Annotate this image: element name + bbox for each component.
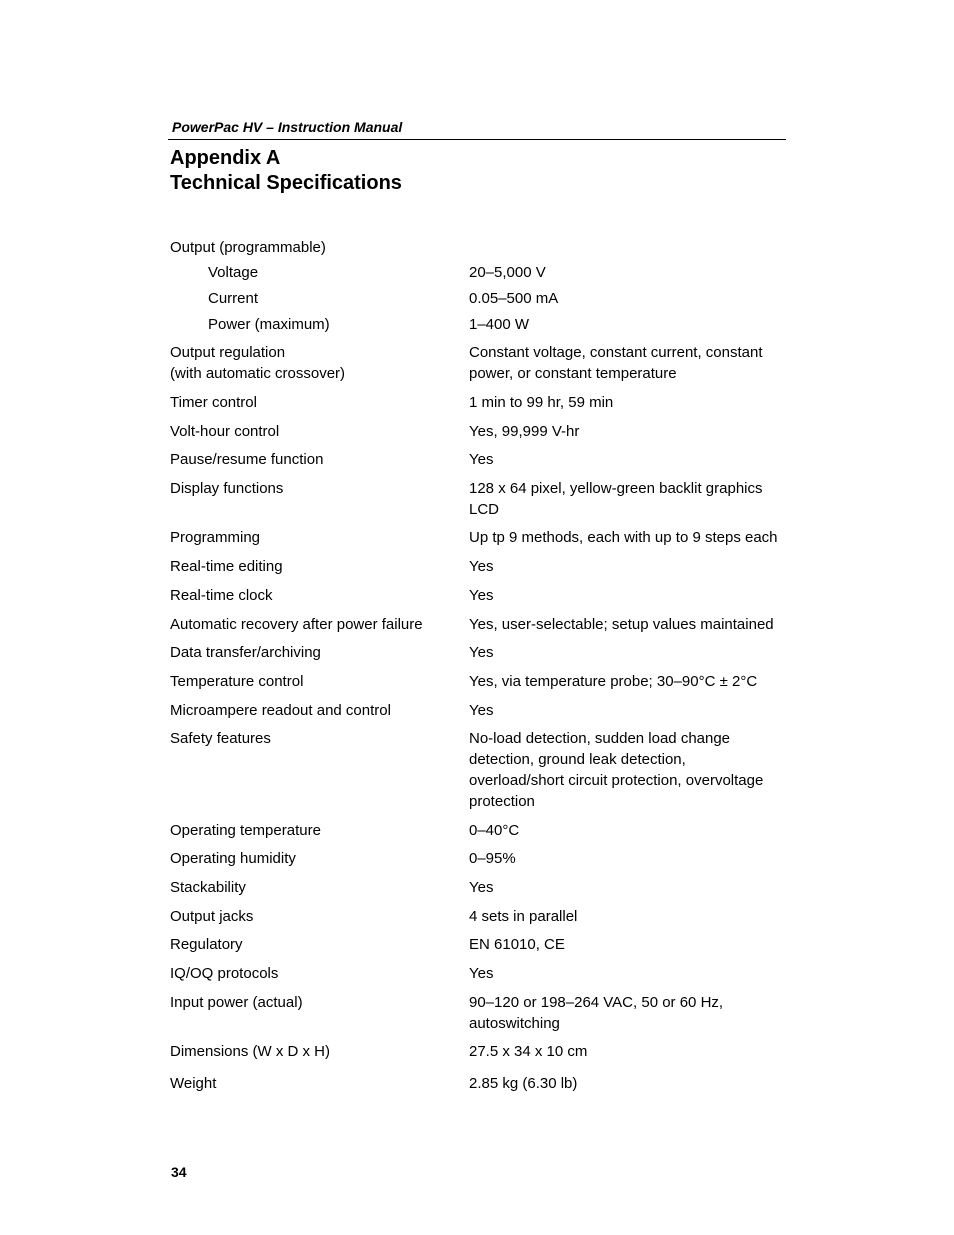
spec-label-rt-clock: Real-time clock [170, 587, 273, 604]
spec-label-voltage: Voltage [208, 264, 259, 281]
spec-value-volthour: Yes, 99,999 V-hr [469, 423, 580, 440]
spec-value-dimensions: 27.5 x 34 x 10 cm [469, 1043, 588, 1060]
spec-value-safety-line3: overload/short circuit protection, overvoltage [469, 772, 764, 789]
spec-value-regulation-line1: Constant voltage, constant current, constant [469, 344, 763, 361]
spec-label-power: Power (maximum) [208, 316, 330, 333]
spec-label-current: Current [208, 290, 259, 307]
spec-value-programming: Up tp 9 methods, each with up to 9 steps each [469, 529, 778, 546]
spec-value-rt-clock: Yes [469, 587, 494, 604]
spec-label-input-power: Input power (actual) [170, 994, 303, 1011]
spec-value-jacks: 4 sets in parallel [469, 908, 578, 925]
spec-value-safety-line1: No-load detection, sudden load change [469, 730, 731, 747]
spec-value-display-line2: LCD [469, 501, 500, 518]
spec-label-iqoq: IQ/OQ protocols [170, 965, 279, 982]
spec-label-safety: Safety features [170, 730, 271, 747]
spec-value-stackability: Yes [469, 879, 494, 896]
spec-value-input-power-line1: 90–120 or 198–264 VAC, 50 or 60 Hz, [469, 994, 724, 1011]
spec-label-op-temp: Operating temperature [170, 822, 321, 839]
spec-label-pause: Pause/resume function [170, 451, 324, 468]
spec-value-weight: 2.85 kg (6.30 lb) [469, 1075, 578, 1092]
spec-value-display-line1: 128 x 64 pixel, yellow-green backlit graphics [469, 480, 763, 497]
spec-label-data-transfer: Data transfer/archiving [170, 644, 321, 661]
spec-value-current: 0.05–500 mA [469, 290, 559, 307]
spec-value-regulation-line2: power, or constant temperature [469, 365, 677, 382]
spec-value-safety-line4: protection [469, 793, 535, 810]
spec-label-weight: Weight [170, 1075, 217, 1092]
spec-label-programming: Programming [170, 529, 261, 546]
spec-label-regulatory: Regulatory [170, 936, 243, 953]
spec-value-power: 1–400 W [469, 316, 530, 333]
spec-value-data-transfer: Yes [469, 644, 494, 661]
spec-value-op-temp: 0–40°C [469, 822, 520, 839]
spec-label-volthour: Volt-hour control [170, 423, 280, 440]
spec-label-timer: Timer control [170, 394, 257, 411]
spec-value-pause: Yes [469, 451, 494, 468]
spec-value-safety-line2: detection, ground leak detection, [469, 751, 686, 768]
spec-label-regulation-note: (with automatic crossover) [170, 365, 346, 382]
spec-label-jacks: Output jacks [170, 908, 254, 925]
header-rule [168, 139, 786, 140]
spec-label-recovery: Automatic recovery after power failure [170, 616, 423, 633]
title-line-specifications: Technical Specifications [170, 172, 402, 194]
spec-label-stackability: Stackability [170, 879, 246, 896]
spec-label-regulation: Output regulation [170, 344, 286, 361]
spec-value-op-humidity: 0–95% [469, 850, 516, 867]
running-header: PowerPac HV – Instruction Manual [172, 119, 403, 135]
spec-label-temp-control: Temperature control [170, 673, 304, 690]
spec-value-input-power-line2: autoswitching [469, 1015, 560, 1032]
spec-label-display: Display functions [170, 480, 284, 497]
title-line-appendix: Appendix A [170, 147, 281, 169]
page-number: 34 [171, 1164, 187, 1180]
spec-value-recovery: Yes, user-selectable; setup values maintained [469, 616, 774, 633]
spec-value-microampere: Yes [469, 702, 494, 719]
page-title [170, 146, 402, 196]
spec-group-output: Output (programmable) [170, 239, 326, 256]
spec-value-timer: 1 min to 99 hr, 59 min [469, 394, 614, 411]
spec-value-rt-editing: Yes [469, 558, 494, 575]
spec-label-op-humidity: Operating humidity [170, 850, 296, 867]
spec-label-microampere: Microampere readout and control [170, 702, 391, 719]
spec-value-iqoq: Yes [469, 965, 494, 982]
spec-label-dimensions: Dimensions (W x D x H) [170, 1043, 331, 1060]
spec-label-rt-editing: Real-time editing [170, 558, 283, 575]
spec-value-temp-control: Yes, via temperature probe; 30–90°C ± 2°C [469, 673, 758, 690]
spec-value-voltage: 20–5,000 V [469, 264, 546, 281]
spec-value-regulatory: EN 61010, CE [469, 936, 565, 953]
